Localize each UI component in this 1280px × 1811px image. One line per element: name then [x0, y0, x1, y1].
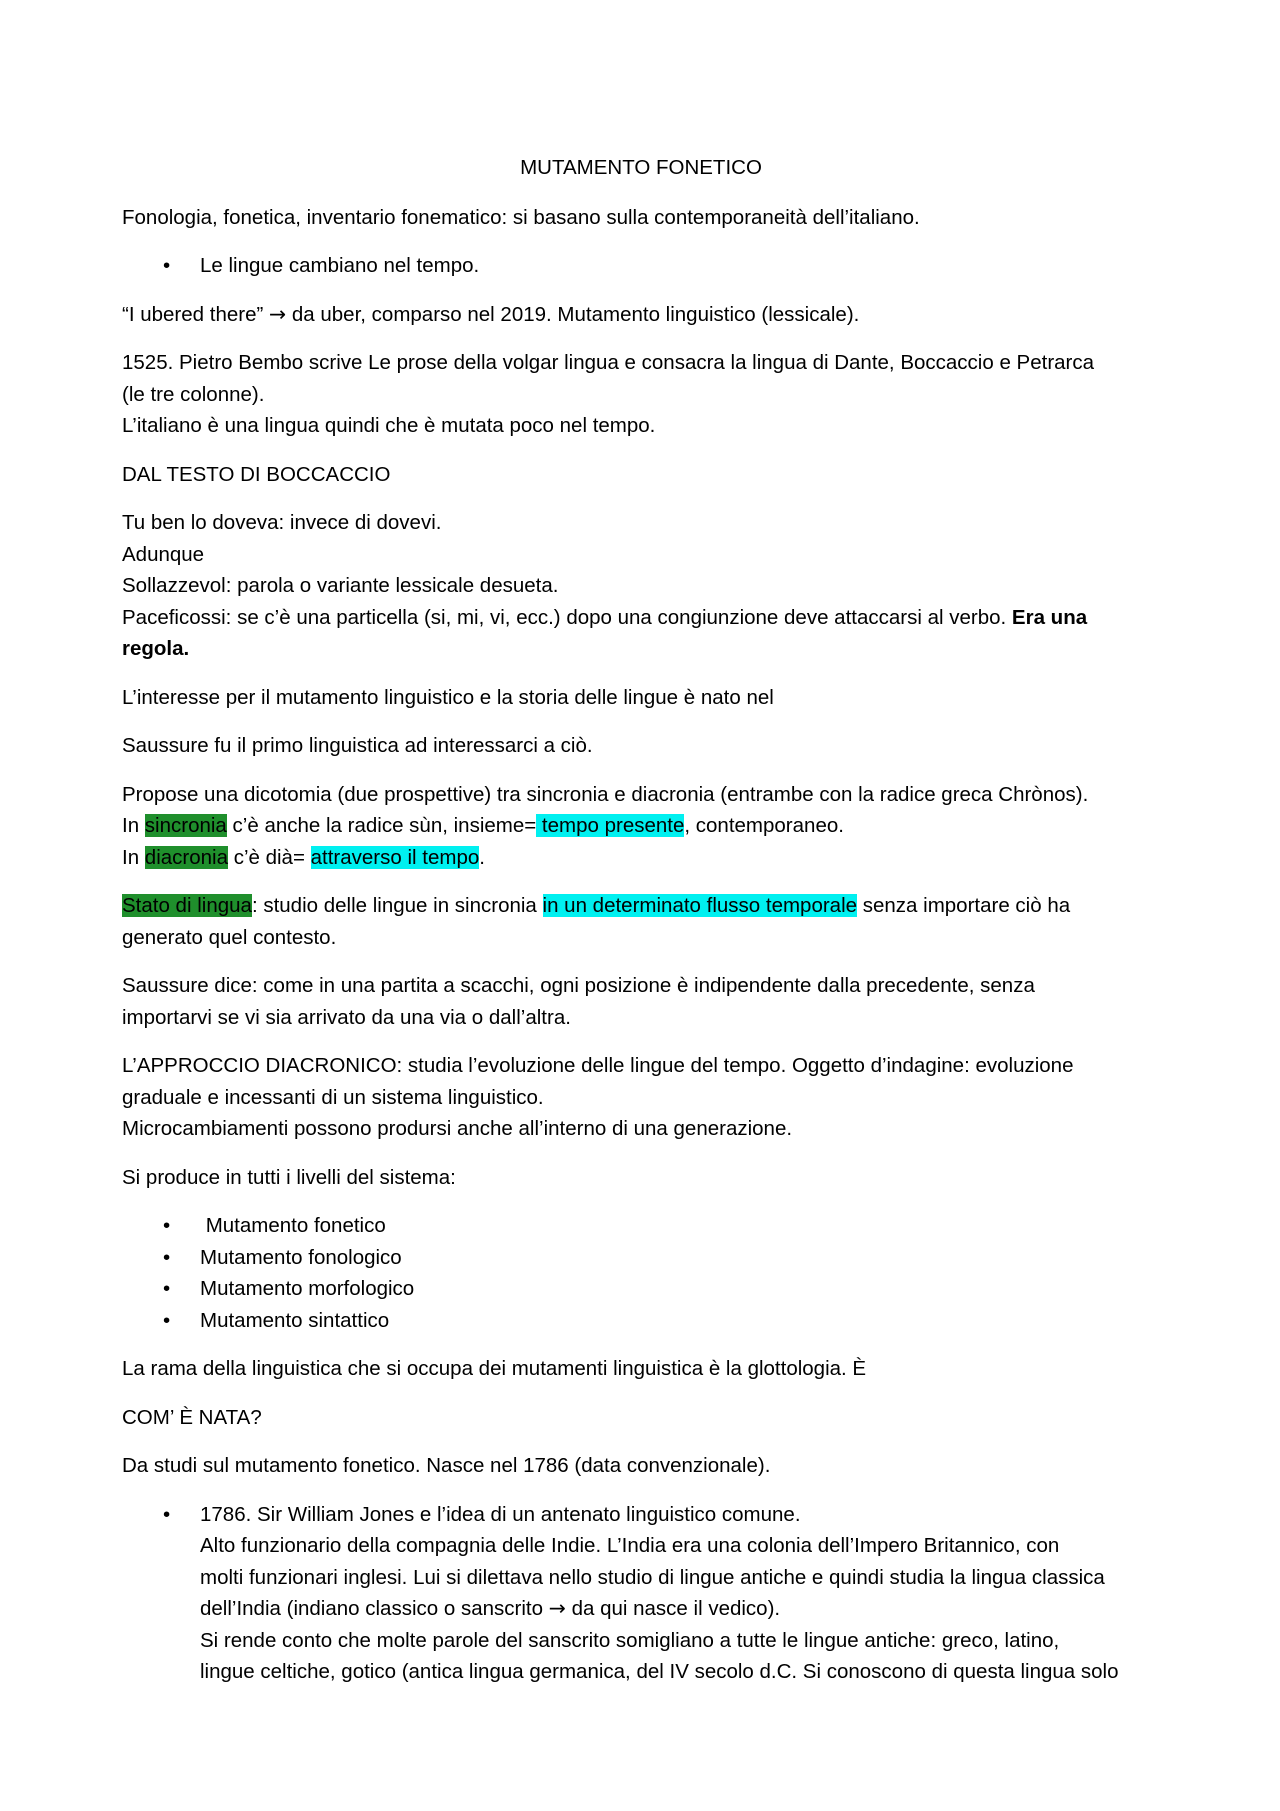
paragraph-ubered: “I ubered there” → da uber, comparso nel 2019. Mutamento linguistico (lessicale). — [122, 301, 860, 326]
arrow-right-icon: → — [269, 301, 287, 326]
document-title: MUTAMENTO FONETICO — [520, 156, 762, 179]
heading-boccaccio: DAL TESTO DI BOCCACCIO — [122, 462, 391, 486]
paragraph-approccio-diacronico: L’APPROCCIO DIACRONICO: studia l’evoluzione delle lingue del tempo. Oggetto d’indagine: evoluzione graduale e incessanti di un sistema linguistico. Microcambiamenti possono prodursi anche all’interno di una generazione. — [122, 1054, 1074, 1140]
bold-text: regola. — [122, 637, 190, 660]
bullet-list-levels — [122, 1210, 1160, 1336]
list-item: • Mutamento fonologico — [122, 1242, 1160, 1274]
highlight-diacronia: diacronia — [144, 845, 228, 869]
bullet-list-change — [122, 250, 1160, 282]
paragraph-boccaccio-examples: Tu ben lo doveva: invece di dovevi. Adunque Sollazzevol: parola o variante lessicale desueta. Paceficossi: se c’è una particella (si, mi, vi, ecc.) dopo una congiunzione deve attaccarsi al verbo. Era una regola. — [122, 511, 1088, 660]
paragraph-interest: L’interesse per il mutamento linguistico e la storia delle lingue è nato nel — [122, 685, 774, 709]
list-item: • Mutamento morfologico — [122, 1273, 1160, 1305]
paragraph-dicotomia: Propose una dicotomia (due prospettive) tra sincronia e diacronia (entrambe con la radice greca Chrònos). In sincronia c’è anche la radice sùn, insieme= tempo presente, contemporaneo. In diacronia c’è dià= attraverso il tempo. — [122, 782, 1089, 869]
highlight-sincronia: sincronia — [144, 814, 227, 837]
bold-text: Era una — [1011, 605, 1088, 629]
highlight-flusso-temporale: in un determinato flusso temporale — [542, 894, 858, 917]
highlight-attraverso-il-tempo: attraverso il tempo — [310, 845, 480, 869]
bullet-list-jones — [122, 1499, 1160, 1688]
arrow-right-icon: → — [548, 1596, 566, 1620]
highlight-stato-di-lingua: Stato di lingua — [122, 894, 252, 917]
paragraph-nascita: Da studi sul mutamento fonetico. Nasce nel 1786 (data convenzionale). — [122, 1454, 771, 1477]
paragraph-intro: Fonologia, fonetica, inventario fonematico: si basano sulla contemporaneità dell’italiano. — [122, 205, 920, 229]
list-item: • 1786. Sir William Jones e l’idea di un antenato linguistico comune. Alto funzionario della compagnia delle Indie. L’India era una colonia dell’Impero Britannico, con molti funzionari inglesi. Lui si dilettava nello studio di lingue antiche e quindi studia la lingua classica dell’India (indiano classico o sanscrito → da qui nasce il vedico). Si rende conto che molte parole del sanscrito somigliano a tutte le lingue antiche: greco, latino, lingue celtiche, gotico (antica lingua germanica, del IV secolo d.C. Si conoscono di questa lingua solo — [122, 1499, 1160, 1688]
list-item: • Le lingue cambiano nel tempo. — [122, 250, 1160, 282]
paragraph-stato-di-lingua: Stato di lingua: studio delle lingue in sincronia in un determinato flusso temporale senza importare ciò ha generato quel contesto. — [122, 894, 1071, 949]
list-item: • Mutamento fonetico — [122, 1210, 1160, 1242]
heading-com-e-nata: COM’ È NATA? — [122, 1405, 262, 1429]
paragraph-scacchi: Saussure dice: come in una partita a scacchi, ogni posizione è indipendente dalla precedente, senza importarvi se vi sia arrivato da una via o dall’altra. — [122, 974, 1035, 1029]
paragraph-livelli: Si produce in tutti i livelli del sistema: — [122, 1165, 456, 1189]
paragraph-bembo: 1525. Pietro Bembo scrive Le prose della volgar lingua e consacra la lingua di Dante, Boccaccio e Petrarca (le tre colonne). L’italiano è una lingua quindi che è mutata poco nel tempo. — [122, 351, 1095, 437]
list-item: • Mutamento sintattico — [122, 1305, 1160, 1337]
paragraph-glottologia: La rama della linguistica che si occupa dei mutamenti linguistica è la glottologia. È — [122, 1357, 867, 1380]
highlight-tempo-presente: tempo presente — [536, 814, 685, 837]
paragraph-saussure: Saussure fu il primo linguistica ad interessarci a ciò. — [122, 734, 593, 757]
